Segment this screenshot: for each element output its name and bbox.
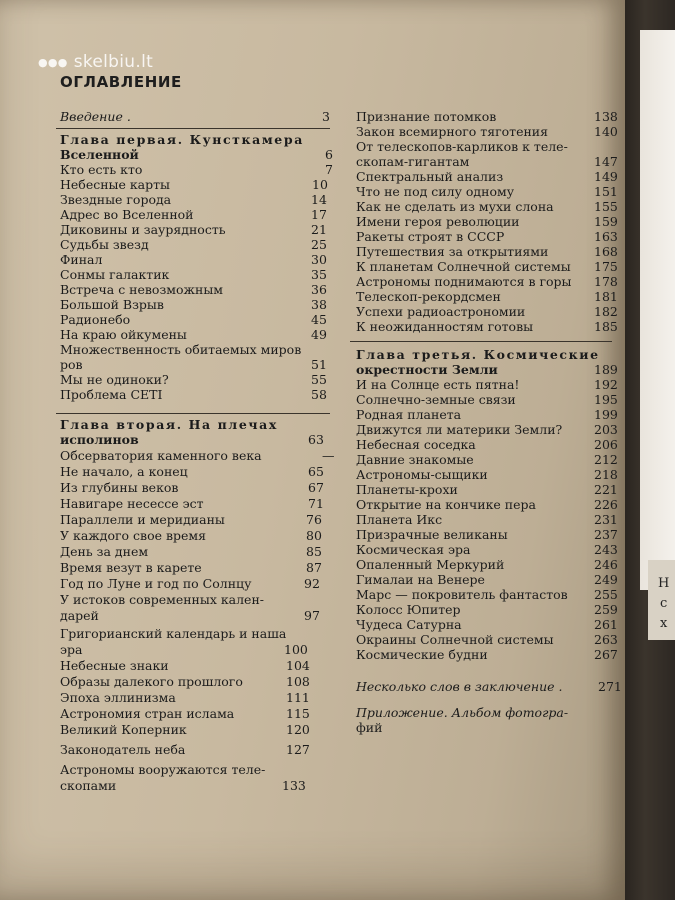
toc-entry-title: Большой Взрыв (60, 297, 164, 312)
toc-entry-title: Небесные знаки (60, 658, 169, 673)
toc-entry-page: 259 (594, 602, 618, 617)
toc-entry-page: 261 (594, 617, 618, 632)
toc-entry-title: У истоков современных кален- (60, 592, 265, 607)
toc-entry-page: 147 (594, 154, 618, 169)
toc-entry (60, 627, 286, 641)
toc-entry-title: Как не сделать из мухи слона (356, 199, 554, 214)
toc-entry-title: фий (356, 720, 383, 735)
toc-entry-title: День за днем (60, 544, 149, 559)
divider (350, 341, 612, 342)
toc-entry (60, 358, 83, 372)
toc-entry (60, 433, 139, 447)
toc-entry (356, 468, 488, 482)
toc-entry (60, 593, 264, 607)
toc-entry-title: Гималаи на Венере (356, 572, 485, 587)
toc-entry (356, 348, 600, 362)
toc-entry-page: — (322, 448, 335, 463)
toc-entry-page: 3 (322, 109, 330, 124)
toc-entry-title: Вселенной (60, 147, 139, 162)
toc-entry-title: Финал (60, 252, 103, 267)
toc-entry (60, 743, 185, 757)
toc-entry (60, 133, 304, 147)
toc-entry-page: 35 (311, 267, 327, 282)
toc-entry (356, 260, 571, 274)
toc-entry-page: 92 (304, 576, 320, 591)
toc-entry-title: Опаленный Меркурий (356, 557, 505, 572)
toc-entry-page: 25 (311, 237, 327, 252)
watermark (38, 52, 153, 72)
toc-entry (60, 328, 187, 342)
toc-entry-page: 120 (286, 722, 310, 737)
toc-entry-page: 195 (594, 392, 618, 407)
toc-entry (356, 588, 568, 602)
toc-entry-title: Из глубины веков (60, 480, 179, 495)
toc-entry (60, 497, 204, 511)
toc-entry-page: 151 (594, 184, 618, 199)
toc-entry-page: 49 (311, 327, 327, 342)
toc-entry (60, 643, 82, 657)
toc-entry (60, 388, 162, 402)
toc-entry (356, 528, 508, 542)
toc-entry (356, 680, 563, 694)
toc-entry-page: 21 (311, 222, 327, 237)
toc-entry-title: Давние знакомые (356, 452, 474, 467)
toc-entry-title: Законодатель неба (60, 742, 186, 757)
toc-entry (60, 253, 102, 267)
toc-entry-title: От телескопов-карликов к теле- (356, 139, 568, 154)
toc-entry-page: 263 (594, 632, 618, 647)
toc-entry-title: скопами (60, 778, 117, 793)
toc-entry-title: Путешествия за открытиями (356, 244, 549, 259)
toc-entry (60, 465, 188, 479)
toc-heading: ОГЛАВЛЕНИЕ (60, 73, 182, 91)
toc-entry-title: На краю ойкумены (60, 327, 187, 342)
toc-entry (356, 200, 554, 214)
toc-entry (60, 343, 301, 357)
toc-entry-page: 100 (284, 642, 308, 657)
toc-entry-page: 155 (594, 199, 618, 214)
toc-entry (356, 305, 525, 319)
toc-entry (60, 723, 187, 737)
toc-entry-title: Признание потомков (356, 109, 497, 124)
adjacent-text-fragment: с (660, 596, 668, 611)
toc-entry-title: Не начало, а конец (60, 464, 188, 479)
toc-entry (60, 577, 251, 591)
toc-entry (60, 707, 234, 721)
adjacent-text-fragment: х (660, 616, 668, 631)
toc-entry (356, 573, 485, 587)
toc-entry-page: 149 (594, 169, 618, 184)
toc-entry-title: Приложение. Альбом фотогра- (356, 705, 569, 720)
toc-entry-title: Адрес во Вселенной (60, 207, 194, 222)
toc-entry-page: 271 (598, 679, 622, 694)
toc-entry-title: Встреча с невозможным (60, 282, 224, 297)
toc-entry-page: 97 (304, 608, 320, 623)
toc-entry (356, 215, 519, 229)
toc-entry-title: Несколько слов в заключение . (356, 679, 563, 694)
toc-entry-page: 80 (306, 528, 322, 543)
toc-entry (60, 268, 169, 282)
toc-entry-page: 51 (311, 357, 327, 372)
toc-entry-title: И на Солнце есть пятна! (356, 377, 520, 392)
toc-entry (356, 185, 514, 199)
toc-entry (356, 320, 533, 334)
toc-entry-title: Навигаре несессе эст (60, 496, 204, 511)
adjacent-photo (640, 30, 675, 590)
toc-entry (60, 238, 149, 252)
toc-entry-title: Успехи радиоастрономии (356, 304, 526, 319)
toc-entry (356, 290, 501, 304)
toc-entry (60, 529, 206, 543)
toc-entry-page: 237 (594, 527, 618, 542)
toc-entry-title: Великий Коперник (60, 722, 187, 737)
toc-entry-page: 212 (594, 452, 618, 467)
toc-entry-page: 203 (594, 422, 618, 437)
toc-entry-page: 38 (311, 297, 327, 312)
toc-entry-page: 6 (325, 147, 333, 162)
toc-entry-title: Радионебо (60, 312, 131, 327)
toc-entry (356, 245, 548, 259)
toc-entry (60, 163, 142, 177)
toc-entry-page: 218 (594, 467, 618, 482)
toc-entry (356, 438, 476, 452)
toc-entry-title: дарей (60, 608, 99, 623)
toc-entry (356, 633, 554, 647)
toc-entry-title: Григорианский календарь и наша (60, 626, 287, 641)
toc-entry (60, 373, 169, 387)
toc-entry-page: 104 (286, 658, 310, 673)
toc-entry-title: эра (60, 642, 83, 657)
toc-entry-title: скопам-гигантам (356, 154, 470, 169)
toc-entry-page: 221 (594, 482, 618, 497)
toc-entry-title: Звездные города (60, 192, 172, 207)
toc-entry-page: 249 (594, 572, 618, 587)
toc-entry (356, 498, 536, 512)
toc-entry-title: К планетам Солнечной системы (356, 259, 571, 274)
toc-entry-page: 7 (325, 162, 333, 177)
toc-entry (60, 691, 176, 705)
toc-entry-page: 133 (282, 778, 306, 793)
toc-entry-page: 58 (311, 387, 327, 402)
toc-entry (356, 155, 469, 169)
toc-entry-title: Глава третья. Космические (356, 347, 600, 362)
toc-entry (356, 423, 562, 437)
toc-entry-title: Астрономия стран ислама (60, 706, 235, 721)
toc-entry-title: Космические будни (356, 647, 488, 662)
toc-entry-title: Эпоха эллинизма (60, 690, 176, 705)
toc-entry (60, 659, 169, 673)
toc-entry-page: 63 (308, 432, 324, 447)
toc-entry-title: Небесные карты (60, 177, 171, 192)
toc-entry-page: 17 (311, 207, 327, 222)
toc-entry-page: 55 (311, 372, 327, 387)
watermark-dots-icon: ●●● (38, 55, 68, 69)
toc-entry (60, 449, 262, 463)
toc-entry (356, 543, 471, 557)
toc-entry (60, 298, 164, 312)
toc-entry (356, 706, 568, 720)
toc-entry-page: 76 (306, 512, 322, 527)
toc-entry (356, 408, 461, 422)
toc-entry-title: Ракеты строят в СССР (356, 229, 505, 244)
divider (56, 413, 330, 414)
toc-entry-title: Астрономы-сыщики (356, 467, 488, 482)
toc-entry (60, 193, 171, 207)
toc-entry (356, 483, 458, 497)
toc-entry-title: Глава первая. Кунсткамера (60, 132, 304, 147)
toc-entry (60, 223, 226, 237)
toc-entry-page: 175 (594, 259, 618, 274)
toc-entry-title: Образы далекого прошлого (60, 674, 243, 689)
toc-entry-page: 189 (594, 362, 618, 377)
toc-entry-title: Множественность обитаемых миров (60, 342, 302, 357)
toc-entry-title: Сонмы галактик (60, 267, 170, 282)
toc-entry-title: Проблема CETI (60, 387, 163, 402)
toc-entry-page: 71 (308, 496, 324, 511)
toc-entry (60, 208, 194, 222)
toc-entry-page: 36 (311, 282, 327, 297)
toc-entry-page: 181 (594, 289, 618, 304)
toc-entry-title: Что не под силу одному (356, 184, 515, 199)
toc-entry-title: окрестности Земли (356, 362, 498, 377)
toc-entry (356, 648, 488, 662)
toc-entry (60, 561, 202, 575)
toc-entry-title: Мы не одиноки? (60, 372, 169, 387)
toc-entry-title: исполинов (60, 432, 139, 447)
toc-entry-title: Имени героя революции (356, 214, 520, 229)
toc-entry-page: 67 (308, 480, 324, 495)
toc-entry-title: Родная планета (356, 407, 462, 422)
toc-entry-page: 246 (594, 557, 618, 572)
toc-entry-title: Чудеса Сатурна (356, 617, 462, 632)
toc-entry-title: Обсерватория каменного века (60, 448, 262, 463)
toc-entry-title: Открытие на кончике пера (356, 497, 536, 512)
toc-entry-title: Окраины Солнечной системы (356, 632, 554, 647)
divider (56, 128, 330, 129)
toc-entry-title: Космическая эра (356, 542, 471, 557)
toc-entry-title: К неожиданностям готовы (356, 319, 534, 334)
toc-entry-page: 87 (306, 560, 322, 575)
toc-entry-page: 159 (594, 214, 618, 229)
toc-entry-page: 140 (594, 124, 618, 139)
toc-entry (356, 363, 498, 377)
toc-entry-page: 108 (286, 674, 310, 689)
toc-entry-title: Кто есть кто (60, 162, 143, 177)
toc-entry-title: Колосс Юпитер (356, 602, 461, 617)
toc-entry-title: Планеты-крохи (356, 482, 458, 497)
toc-entry-title: Астрономы вооружаются теле- (60, 762, 266, 777)
toc-entry-page: 178 (594, 274, 618, 289)
toc-entry-title: Призрачные великаны (356, 527, 508, 542)
toc-entry (60, 110, 131, 124)
toc-entry-page: 138 (594, 109, 618, 124)
toc-entry-page: 192 (594, 377, 618, 392)
toc-entry-page: 243 (594, 542, 618, 557)
toc-entry-page: 267 (594, 647, 618, 662)
toc-entry (356, 110, 496, 124)
toc-entry-title: Введение . (60, 109, 131, 124)
toc-entry (60, 779, 116, 793)
toc-entry-title: Планета Икс (356, 512, 443, 527)
toc-entry (356, 618, 462, 632)
toc-entry-title: Солнечно-земные связи (356, 392, 516, 407)
toc-entry-page: 226 (594, 497, 618, 512)
toc-entry (60, 283, 223, 297)
toc-entry-page: 30 (311, 252, 327, 267)
toc-entry-title: Спектральный анализ (356, 169, 504, 184)
toc-entry (356, 275, 572, 289)
toc-entry-title: Закон всемирного тяготения (356, 124, 549, 139)
toc-entry (60, 675, 243, 689)
toc-entry (60, 481, 178, 495)
toc-entry (356, 140, 568, 154)
toc-entry-page: 182 (594, 304, 618, 319)
toc-entry (356, 125, 548, 139)
toc-entry-title: Судьбы звезд (60, 237, 149, 252)
toc-entry-title: Движутся ли материки Земли? (356, 422, 563, 437)
toc-entry (356, 393, 516, 407)
watermark-text: skelbiu.lt (73, 52, 154, 72)
toc-entry-title: Марс — покровитель фантастов (356, 587, 568, 602)
toc-entry (356, 603, 461, 617)
toc-entry (60, 418, 278, 432)
toc-entry-page: 65 (308, 464, 324, 479)
toc-entry (60, 545, 148, 559)
toc-entry-page: 255 (594, 587, 618, 602)
toc-entry-page: 10 (312, 177, 328, 192)
toc-entry-page: 231 (594, 512, 618, 527)
toc-entry-title: Небесная соседка (356, 437, 476, 452)
toc-entry (60, 178, 170, 192)
toc-entry (356, 378, 519, 392)
toc-entry (356, 721, 382, 735)
toc-entry-page: 163 (594, 229, 618, 244)
toc-entry-page: 85 (306, 544, 322, 559)
toc-entry-title: ров (60, 357, 83, 372)
toc-entry-page: 127 (286, 742, 310, 757)
toc-entry (356, 170, 503, 184)
toc-entry-page: 115 (286, 706, 310, 721)
toc-entry (356, 558, 504, 572)
toc-entry (356, 453, 474, 467)
toc-entry-title: У каждого свое время (60, 528, 207, 543)
toc-entry-title: Время везут в карете (60, 560, 202, 575)
toc-entry-title: Телескоп-рекордсмен (356, 289, 501, 304)
toc-entry (356, 230, 504, 244)
toc-entry-page: 206 (594, 437, 618, 452)
toc-entry-title: Астрономы поднимаются в горы (356, 274, 572, 289)
toc-entry-page: 185 (594, 319, 618, 334)
toc-entry (60, 763, 265, 777)
toc-entry-page: 199 (594, 407, 618, 422)
toc-entry (60, 609, 99, 623)
toc-entry (60, 513, 225, 527)
toc-entry-page: 111 (286, 690, 310, 705)
adjacent-text-fragment: Н (658, 576, 670, 591)
toc-entry (60, 313, 130, 327)
toc-entry-page: 14 (311, 192, 327, 207)
toc-entry (60, 148, 139, 162)
toc-entry-page: 168 (594, 244, 618, 259)
toc-entry (356, 513, 442, 527)
toc-entry-title: Глава вторая. На плечах (60, 417, 278, 432)
toc-entry-title: Год по Луне и год по Солнцу (60, 576, 252, 591)
toc-entry-title: Диковины и заурядность (60, 222, 226, 237)
toc-entry-page: 45 (311, 312, 327, 327)
toc-entry-title: Параллели и меридианы (60, 512, 225, 527)
